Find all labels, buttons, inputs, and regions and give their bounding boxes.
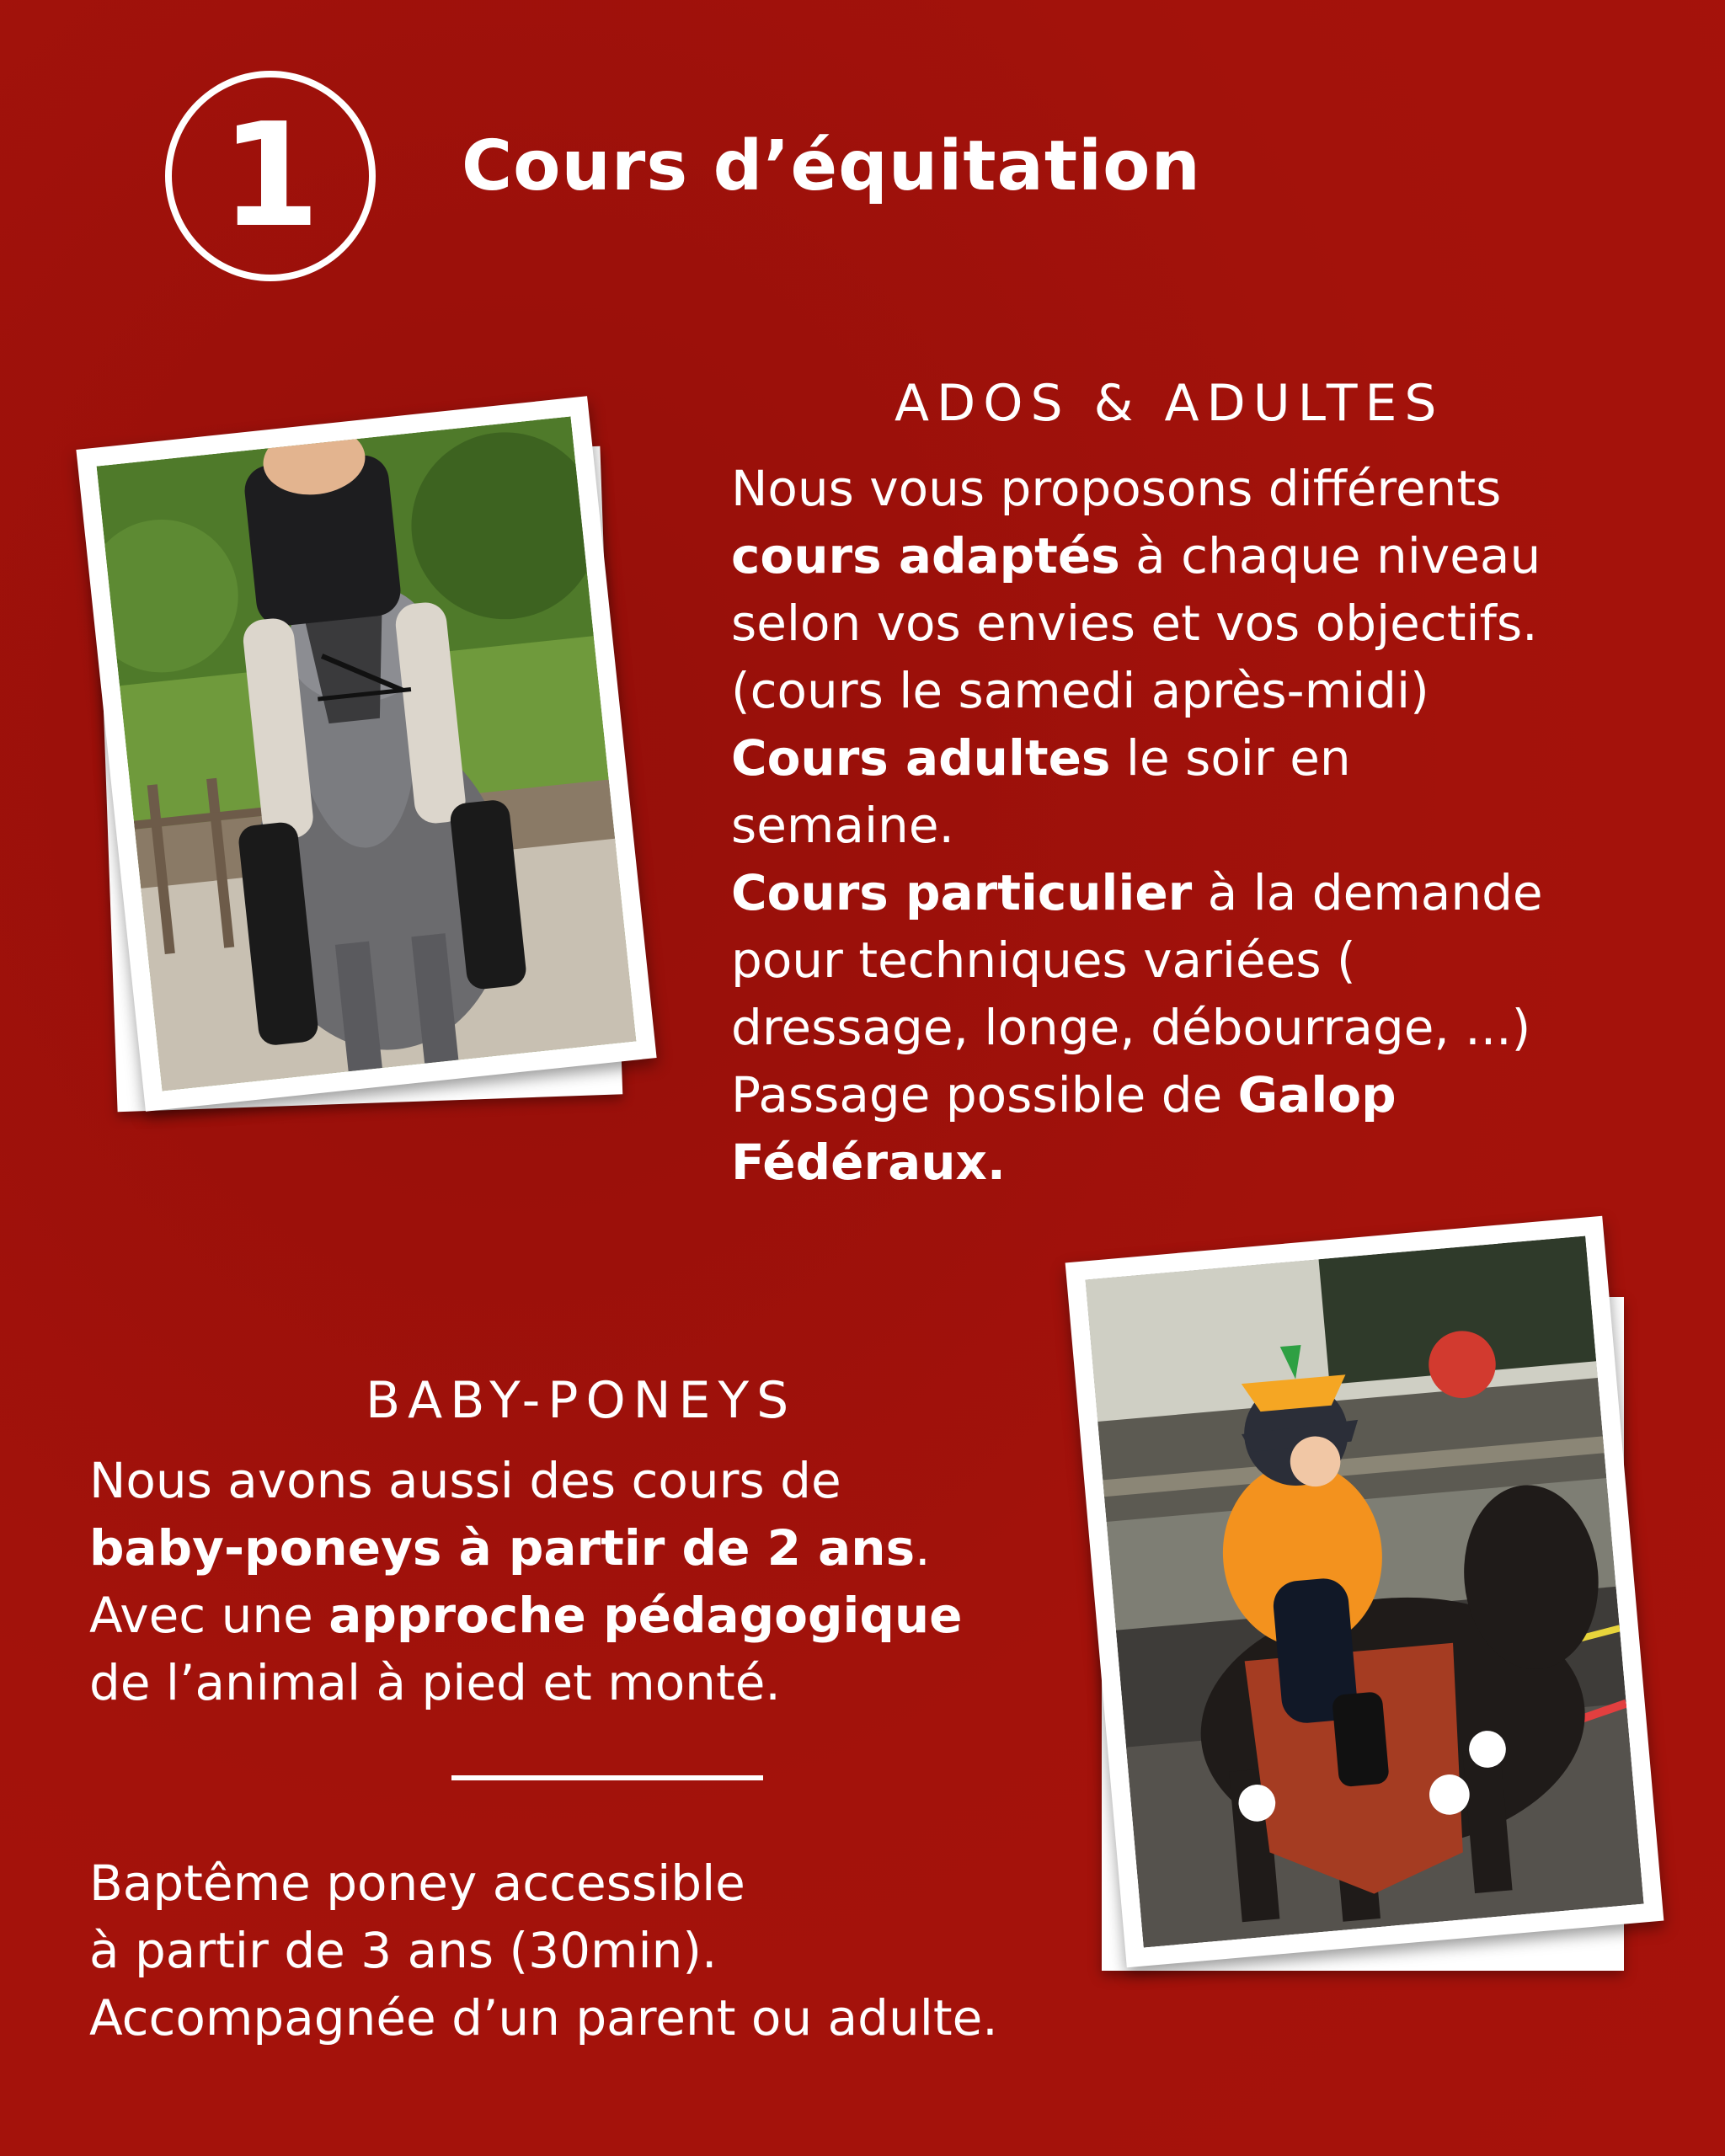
ados-line-6: semaine. [731,797,954,854]
baby-age-bold: baby-poneys à partir de 2 ans [89,1519,916,1577]
ados-cours-adultes: Cours adultes [731,729,1111,787]
bapteme-text [89,1849,1184,2052]
ados-line-5-rest: le soir en [1110,729,1351,787]
page-title: Cours d’équitation [462,126,1201,206]
step-number: 1 [220,93,321,259]
ados-line-7 [731,859,1708,926]
ados-galop: Galop [1237,1066,1397,1123]
baby-line-1: Nous avons aussi des cours de [89,1452,841,1509]
ados-line-10 [731,1061,1708,1129]
baby-poneys-text [89,1447,1100,1716]
horse-photo [97,416,637,1091]
ados-line-8: pour techniques variées ( [731,931,1356,989]
photo-child-pony [1053,1213,1701,2004]
ados-cours-particulier: Cours particulier [731,864,1193,921]
baby-approche: approche pédagogique [328,1587,963,1644]
ados-line-2-rest: à chaque niveau [1119,527,1541,584]
ados-line-4: (cours le samedi après-midi) [731,662,1429,719]
ados-line-5 [731,724,1708,792]
ados-cours-adaptes: cours adaptés [731,527,1120,584]
baby-line-3 [89,1582,1100,1649]
ados-line-7-rest: à la demande [1192,864,1543,921]
ados-adultes-heading: ADOS & ADULTES [895,374,1445,433]
ados-line-10-start: Passage possible de [731,1066,1238,1123]
ados-adultes-text [731,455,1708,1196]
ados-line-11 [731,1129,1708,1196]
pony-photo [1085,1236,1643,1948]
baby-line-2-rest: . [915,1519,931,1577]
photo-rider-grey-horse [84,404,691,1129]
baby-poneys-heading: BABY-PONEYS [366,1371,797,1430]
ados-line-3: selon vos envies et vos objectifs. [731,595,1538,652]
ados-federaux: Fédéraux. [731,1134,1006,1191]
section-divider [451,1775,763,1780]
ados-line-9: dressage, longe, débourrage, ...) [731,999,1531,1056]
baby-line-3-start: Avec une [89,1587,329,1644]
step-number-badge [165,71,376,281]
baby-line-4: de l’animal à pied et monté. [89,1654,781,1711]
bapteme-line-2: à partir de 3 ans (30min). [89,1922,718,1979]
ados-line-1: Nous vous proposons différents [731,460,1502,517]
bapteme-line-3: Accompagnée d’un parent ou adulte. [89,1989,998,2047]
bapteme-line-1: Baptême poney accessible [89,1854,745,1912]
ados-line-2 [731,522,1708,590]
baby-line-2 [89,1514,1100,1582]
